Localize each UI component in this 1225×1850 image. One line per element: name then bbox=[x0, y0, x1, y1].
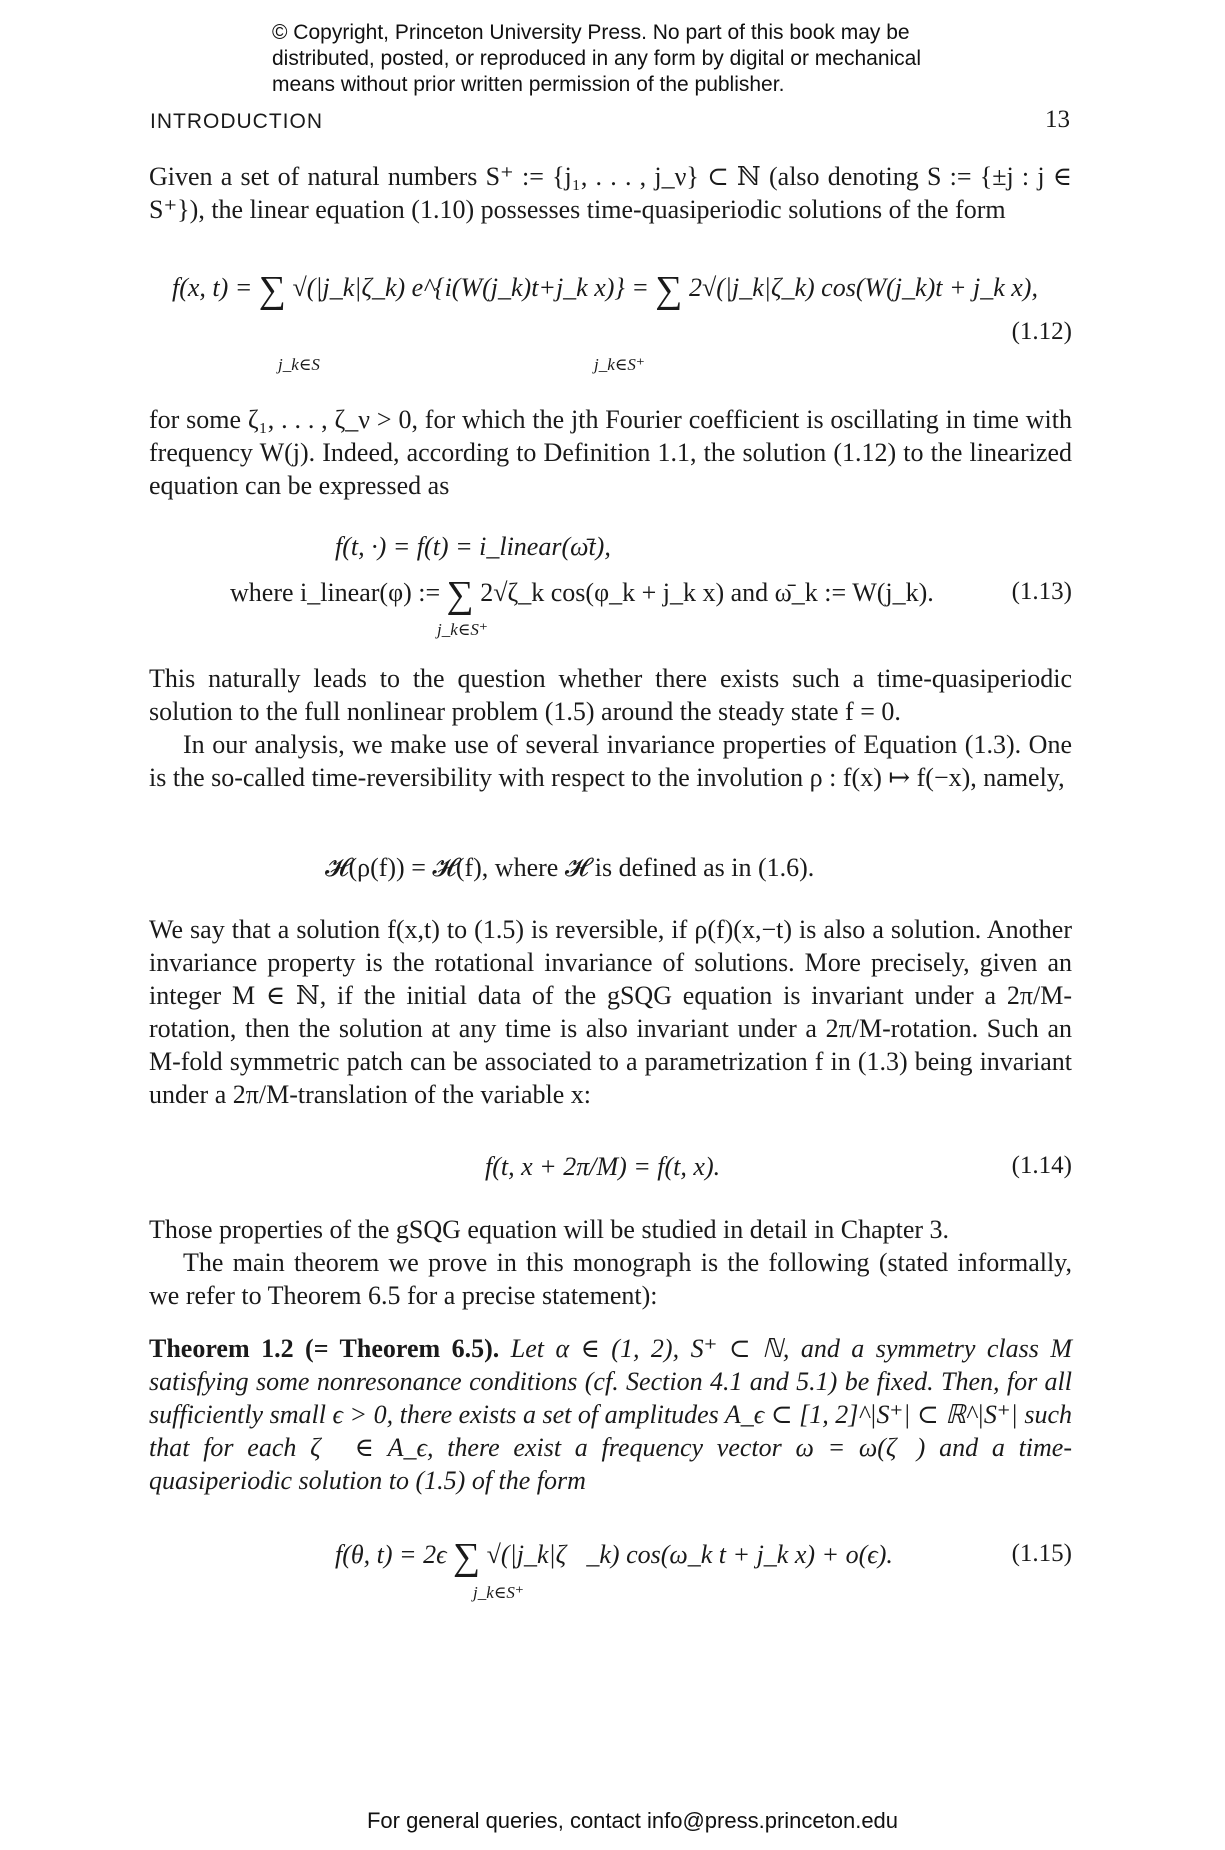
sum-symbol: ∑ bbox=[258, 269, 286, 311]
eq-1-15-rhs: √(|j_k|ζ⃗_k) cos(ω_k t + j_k x) + o(ϵ). bbox=[486, 1540, 893, 1569]
eq-1-12-lhs: f(x, t) = bbox=[172, 273, 259, 302]
running-head: INTRODUCTION bbox=[150, 110, 323, 133]
paragraph-3 bbox=[149, 662, 1072, 794]
page-number: 13 bbox=[1045, 106, 1070, 133]
paragraph-text: This naturally leads to the question whether there exists such a time-quasiperiodic solution to the full nonlinear problem (1.5) around the steady state f = 0. bbox=[149, 664, 1072, 726]
theorem-label: Theorem 1.2 (= Theorem 6.5). bbox=[149, 1334, 500, 1363]
eq-1-12-sum-index-1: j_k∈S bbox=[278, 355, 320, 374]
eq-1-15-lhs: f(θ, t) = 2ϵ bbox=[335, 1540, 454, 1569]
equation-number-1-15: (1.15) bbox=[1011, 1540, 1072, 1567]
paragraph-text: We say that a solution f(x,t) to (1.5) is reversible, if ρ(f)(x,−t) is also a solution. Another invariance property is the rotational invariance of solutions. More precisely, given an integer M ∈ ℕ, if the initial data of the gSQG equation is invariant under a 2π/M-rotation, then the solution at any time is also invariant under a 2π/M-rotation. Such an M-fold symmetric patch can be associated to a parametrization f in (1.3) being invariant under a 2π/M-translation of the variable x: bbox=[149, 915, 1072, 1109]
eq-1-12-sum-index-2: j_k∈S⁺ bbox=[594, 355, 645, 374]
copyright-notice bbox=[272, 20, 1032, 98]
sum-symbol: ∑ bbox=[655, 269, 683, 311]
copyright-line-2: distributed, posted, or reproduced in any form by digital or mechanical bbox=[272, 47, 922, 70]
paragraph-text: In our analysis, we make use of several invariance properties of Equation (1.3). One is the so-called time-reversibility with respect to the involution ρ : f(x) ↦ f(−x), namely, bbox=[149, 730, 1072, 792]
paragraph-2 bbox=[149, 403, 1072, 502]
paragraph-text: for some ζ₁, . . . , ζ_ν > 0, for which the jth Fourier coefficient is oscillating in time with frequency W(j). Indeed, according to Definition 1.1, the solution (1.12) to the linearized equation can be expressed as bbox=[149, 405, 1072, 500]
equation-number-1-13: (1.13) bbox=[1011, 578, 1072, 605]
sum-symbol: ∑ bbox=[446, 574, 474, 616]
copyright-line-1: © Copyright, Princeton University Press. No part of this book may be bbox=[272, 21, 910, 44]
theorem-text bbox=[149, 1332, 1072, 1497]
eq-1-12-mid: √(|j_k|ζ_k) e^{i(W(j_k)t+j_k x)} = bbox=[292, 273, 656, 302]
equation-number-1-12: (1.12) bbox=[1011, 318, 1072, 345]
theorem-1-2 bbox=[149, 1332, 1072, 1497]
sum-symbol: ∑ bbox=[453, 1536, 481, 1578]
copyright-line-3: means without prior written permission of the publisher. bbox=[272, 73, 785, 96]
footer-contact: For general queries, contact info@press.princeton.edu bbox=[366, 1808, 899, 1833]
paragraph-text: Given a set of natural numbers S⁺ := {j₁, . . . , j_ν} ⊂ ℕ (also denoting S := {±j : j ∈ S⁺}), the linear equation (1.10) possesses time-quasiperiodic solutions of the form bbox=[149, 162, 1072, 224]
eq-1-13-line-2a: where i_linear(φ) := bbox=[230, 578, 447, 607]
paragraph-text: Those properties of the gSQG equation will be studied in detail in Chapter 3. bbox=[149, 1215, 950, 1244]
eq-1-13-line-2 bbox=[230, 573, 934, 617]
paragraph-1 bbox=[149, 160, 1072, 226]
equation-number-1-14: (1.14) bbox=[1011, 1152, 1072, 1179]
footer bbox=[0, 1808, 1225, 1834]
equation-1-14: f(t, x + 2π/M) = f(t, x). bbox=[485, 1152, 721, 1181]
theorem-body: Let α ∈ (1, 2), S⁺ ⊂ ℕ, and a symmetry class M satisfying some nonresonance conditions (cf. Section 4.1 and 5.1) be fixed. Then, for all sufficiently small ϵ > 0, there exists a set of amplitudes A_ϵ ⊂ [1, 2]^|S⁺| ⊂ ℝ^|S⁺| such that for each ζ⃗ ∈ A_ϵ, there exist a frequency vector ω = ω(ζ⃗) and a time-quasiperiodic solution to (1.5) of the form bbox=[149, 1334, 1072, 1495]
equation-invariance: 𝓗(ρ(f)) = 𝓗(f), where 𝓗 is defined as in (1.6). bbox=[325, 853, 815, 882]
eq-1-13-line-1: f(t, ·) = f(t) = i_linear(ω̄t), bbox=[335, 532, 611, 561]
equation-1-12 bbox=[172, 268, 1038, 312]
paragraph-text: The main theorem we prove in this monograph is the following (stated informally, we refer to Theorem 6.5 for a precise statement): bbox=[149, 1248, 1072, 1310]
paragraph-6 bbox=[149, 1213, 1072, 1312]
paragraph-5 bbox=[149, 913, 1072, 1111]
eq-1-13-sum-index: j_k∈S⁺ bbox=[437, 620, 488, 639]
equation-1-15 bbox=[335, 1535, 893, 1579]
eq-1-12-rhs: 2√(|j_k|ζ_k) cos(W(j_k)t + j_k x), bbox=[688, 273, 1038, 302]
eq-1-13-line-2b: 2√ζ_k cos(φ_k + j_k x) and ω̄_k := W(j_k). bbox=[480, 578, 934, 607]
eq-1-15-sum-index: j_k∈S⁺ bbox=[473, 1583, 524, 1602]
